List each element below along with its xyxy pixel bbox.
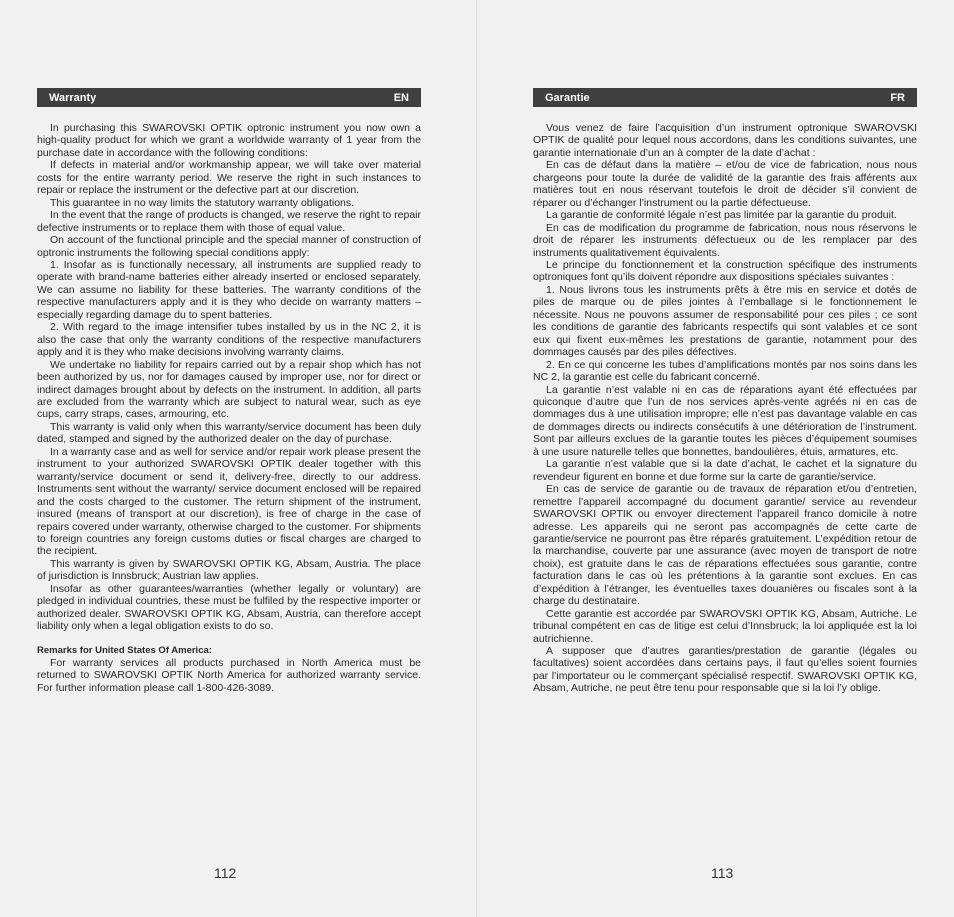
- garantie-text: [533, 122, 917, 695]
- paragraph: On account of the functional principle and the special manner of construction of optronic instruments the following special conditions apply:: [37, 234, 421, 259]
- paragraph: This warranty is given by SWAROVSKI OPTIK KG, Absam, Austria. The place of jurisdiction is Innsbruck; Austrian law applies.: [37, 557, 421, 583]
- paragraph: En cas de modification du programme de fabrication, nous nous réservons le droit de réparer les instruments défectueux ou de les remplacer par des instruments qualitativement équivalents.: [533, 221, 917, 259]
- paragraph: 2. With regard to the image intensifier tubes installed by us in the NC 2, it is also the case that only the warranty conditions of the respective manufacturers apply and it is they who make decisions involving warranty claims.: [37, 321, 421, 359]
- paragraph: This guarantee in no way limits the statutory warranty obligations.: [50, 196, 355, 209]
- page-right-fr: [477, 0, 954, 917]
- language-code: FR: [890, 91, 905, 104]
- language-code: EN: [393, 91, 409, 104]
- paragraph: In the event that the range of products is changed, we reserve the right to repair defective instruments or to replace them with those of equal value.: [37, 209, 421, 234]
- paragraph: In a warranty case and as well for service and/or repair work please present the instrument to your authorized SWAROVSKI OPTIK dealer together with this warranty/service document or send it, delivery-free, directly to our address. Instruments sent without the warranty/ service document enclosed will be repaired and the costs charged to the customer. The return shipment of the instrument, insured (means of transport at our discretion), is free of charge in the case of repairs covered under warranty, otherwise charged to the customer. For shipments to foreign countries any foreign customs duties or fiscal charges are charged to the recipient.: [37, 445, 421, 558]
- paragraph: La garantie de conformité légale n’est pas limitée par la garantie du produit.: [546, 209, 897, 222]
- paragraph: If defects in material and/or workmanship appear, we will take over material costs for the entire warranty period. We reserve the right in such instances to repair or replace the instrument or the defective part at our discretion.: [37, 159, 421, 197]
- paragraph: Insofar as other guarantees/warranties (whether legally or voluntary) are pledged in individual countries, these must be fulfiled by the respective importer or authorized dealer. SWAROVSKI OPTIK KG, Absam, Austria, can therefore accept liability only when a legal obligation exists to do so.: [37, 582, 421, 633]
- paragraph: La garantie n’est valable que si la date d’achat, le cachet et la signature du revendeur figurent en bonne et due forme sur la carte de garantie/service.: [533, 458, 917, 483]
- section-title: Garantie: [545, 91, 590, 104]
- warranty-text: [37, 122, 421, 694]
- paragraph: In purchasing this SWAROVSKI OPTIK optronic instrument you now own a high-quality product for which we grant a worldwide warranty of 1 year from the purchase date in accordance with the following conditions:: [37, 122, 421, 159]
- paragraph: Cette garantie est accordée par SWAROVSKI OPTIK KG, Absam, Autriche. Le tribunal compétent en cas de litige est celui d’Innsbruck; la loi appliquée est la loi autrichienne.: [533, 607, 917, 645]
- paragraph: This warranty is valid only when this warranty/service document has been duly dated, stamped and signed by the authorized dealer on the day of purchase.: [37, 420, 421, 446]
- page-number: 113: [711, 865, 734, 881]
- paragraph: En cas de défaut dans la matière – et/ou de vice de fabrication, nous nous chargeons pour toute la durée de validité de la garantie des frais afférents aux matières tout en nous réservant toutefois le droit de décider s’il convient de réparer ou d’échanger l’instrument ou la partie défectueuse.: [533, 159, 917, 209]
- section-header-garantie: [533, 88, 917, 107]
- page-number: 112: [214, 865, 237, 881]
- section-title: Warranty: [49, 91, 97, 104]
- paragraph: 1. Insofar as is functionally necessary, all instruments are supplied ready to operate with brand-name batteries either already inserted or enclosed separately. We can assume no liability for these batteries. The warranty conditions of the respective manufacturers apply and it is they who decide on warranty matters – especially regarding damage du to spent batteries.: [37, 258, 421, 321]
- remarks-paragraph: For warranty services all products purchased in North America must be returned to SWAROVSKI OPTIK North America for authorized warranty service. For further information please call 1-800-426-3089.: [37, 657, 421, 694]
- paragraph: 1. Nous livrons tous les instruments prêts à être mis en service et dotés de piles de marque ou de piles jointes à l’emballage si le fonctionnement le nécessite. Nous ne pouvons assumer de responsabilité pour ces piles ; ce sont les conditions de garantie des fabricants respectifs qui sont valables et ce sont eux qui fixent eux-mêmes les prestations de garantie, notamment pour des dommages causés par des piles défectives.: [533, 283, 917, 359]
- paragraph: En cas de service de garantie ou de travaux de réparation et/ou d’entretien, remettre l’appareil accompagné du document garantie/ service au revendeur SWAROVSKI OPTIK ou envoyer directement l’appareil franco domicile à notre adresse. Les appareils qui ne seront pas accompagnés de cette carte de garantie/service ne pourront pas être réparés gratuitement. L’expédition retour de la marchandise, couverte par une assurance (avec moyen de transport de notre choix), est gratuite dans le cas de réparations effectuées sous garantie, contre facturation dans le cas où les prétentions à la garantie sont exclues. En cas d’expédition à l’étranger, les éventuelles taxes douanières ou fiscales sont à la charge du destinataire.: [533, 483, 917, 608]
- paragraph: 2. En ce qui concerne les tubes d’amplifications montés par nos soins dans les NC 2, la garantie est celle du fabricant concerné.: [533, 358, 917, 384]
- paragraph: A supposer que d’autres garanties/prestation de garantie (légales ou facultatives) soient accordées dans certains pays, il faut qu’elles soient fournies par l’importateur ou le commerçant spécialisé respectif. SWAROVSKI OPTIK KG, Absam, Autriche, ne peut être tenu pour responsable que si la loi l’y oblige.: [533, 645, 917, 695]
- paragraph: We undertake no liability for repairs carried out by a repair shop which has not been authorized by us, nor for damages caused by improper use, nor for direct or indirect damages brought about by defects on the instrument. In addition, all parts are excluded from the warranty which are subject to natural wear, such as eye cups, carry straps, cases, armouring, etc.: [37, 358, 421, 421]
- paragraph: La garantie n’est valable ni en cas de réparations ayant été effectuées par quiconque d’autre que l’un de nos services après-vente agréés ni en cas de dommages dus à une utilisation impropre; elle n’est pas davantage valable en cas de dommages directs ou indirects consécutifs à une détérioration de l’instrument. Sont par ailleurs exclues de la garantie toutes les pièces d’équipement soumises à une usure naturelle telles que bonnettes, bandoulières, étuis, armatures, etc.: [533, 383, 917, 458]
- paragraph: Vous venez de faire l’acquisition d’un instrument optronique SWAROVSKI OPTIK de qualité pour lequel nous accordons, dans les conditions suivantes, une garantie internationale d’un an à compter de la date d’achat :: [533, 122, 917, 159]
- section-header-warranty: [37, 88, 421, 107]
- paragraph: Le principe du fonctionnement et la construction spécifique des instruments optroniques font qu’ils doivent répondre aux dispositions spéciales suivantes :: [533, 258, 917, 284]
- remarks-title: Remarks for United States Of America:: [37, 644, 212, 656]
